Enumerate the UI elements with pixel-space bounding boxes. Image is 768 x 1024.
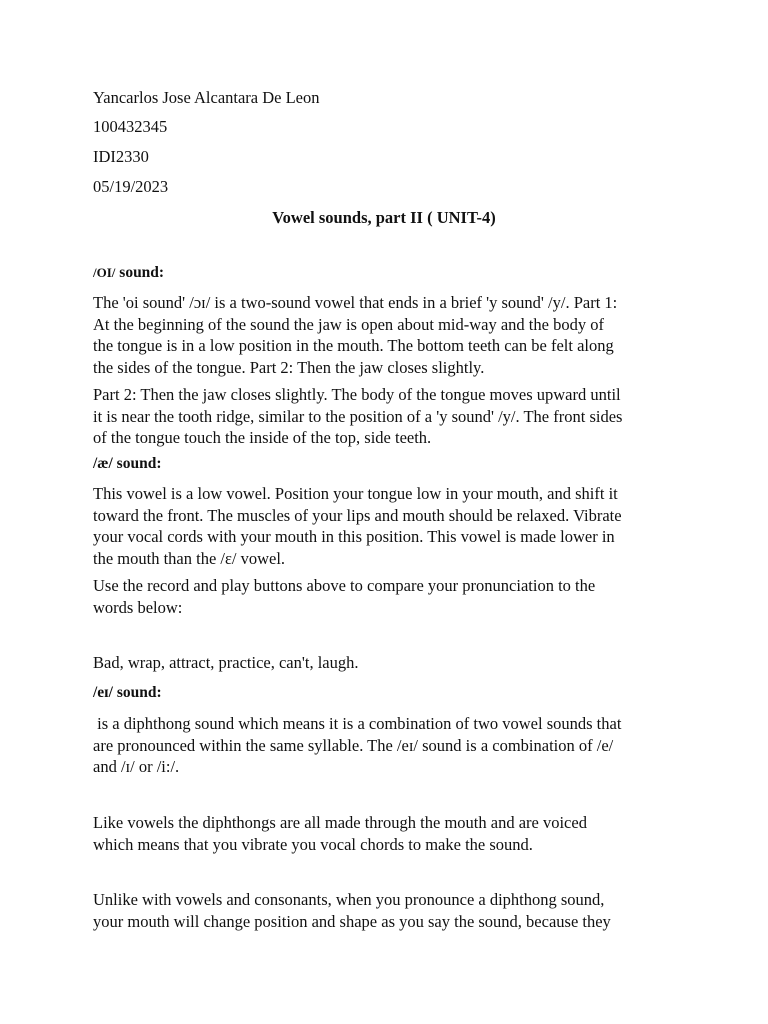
text-line: it is near the tooth ridge, similar to the position of a 'y sound' /y/. The front sides <box>93 406 623 426</box>
ae-example-words: Bad, wrap, attract, practice, can't, laugh. <box>93 653 359 672</box>
text-line: your mouth will change position and shape as you say the sound, because they <box>93 911 611 931</box>
ei-paragraph-3 <box>93 889 693 932</box>
oi-paragraph-2 <box>93 384 693 449</box>
text-line: Unlike with vowels and consonants, when you pronounce a diphthong sound, <box>93 890 605 909</box>
heading-oi-symbol: /OI/ <box>93 265 116 280</box>
date: 05/19/2023 <box>93 177 169 196</box>
text-line: words below: <box>93 597 183 617</box>
oi-paragraph-1 <box>93 292 693 378</box>
text-line: of the tongue touch the inside of the top, side teeth. <box>93 428 432 448</box>
ei-paragraph-2 <box>93 812 693 855</box>
text-line: toward the front. The muscles of your lips and mouth should be relaxed. Vibrate <box>93 505 622 525</box>
text-line: are pronounced within the same syllable. The /eɪ/ sound is a combination of /e/ <box>93 735 614 755</box>
text-line: is a diphthong sound which means it is a combination of two vowel sounds that <box>93 714 622 733</box>
author-name: Yancarlos Jose Alcantara De Leon <box>93 88 320 107</box>
student-id: 100432345 <box>93 117 168 136</box>
text-line: At the beginning of the sound the jaw is open about mid-way and the body of <box>93 314 604 334</box>
text-line: the mouth than the /ɛ/ vowel. <box>93 548 286 568</box>
text-line: Like vowels the diphthongs are all made through the mouth and are voiced <box>93 813 587 832</box>
text-line: the sides of the tongue. Part 2: Then the jaw closes slightly. <box>93 357 485 377</box>
heading-ae-sound: /æ/ sound: <box>93 455 162 472</box>
text-line: which means that you vibrate you vocal chords to make the sound. <box>93 834 533 854</box>
ae-paragraph-1 <box>93 483 693 569</box>
text-line: and /ɪ/ or /i:/. <box>93 757 180 777</box>
text-line: Use the record and play buttons above to compare your pronunciation to the <box>93 576 596 595</box>
text-line: Part 2: Then the jaw closes slightly. The body of the tongue moves upward until <box>93 385 621 404</box>
text-line: This vowel is a low vowel. Position your tongue low in your mouth, and shift it <box>93 484 618 503</box>
heading-oi-word: sound: <box>115 264 165 281</box>
ei-paragraph-1 <box>93 713 693 778</box>
document-title: Vowel sounds, part II ( UNIT-4) <box>272 208 496 227</box>
ae-paragraph-2 <box>93 575 693 618</box>
text-line: your vocal cords with your mouth in this position. This vowel is made lower in <box>93 527 615 547</box>
heading-ei-sound: /eɪ/ sound: <box>93 684 162 701</box>
text-line: the tongue is in a low position in the mouth. The bottom teeth can be felt along <box>93 336 614 356</box>
heading-oi-sound <box>93 264 164 282</box>
course-code: IDI2330 <box>93 147 149 166</box>
text-line: The 'oi sound' /ɔɪ/ is a two-sound vowel that ends in a brief 'y sound' /y/. Part 1: <box>93 293 618 312</box>
